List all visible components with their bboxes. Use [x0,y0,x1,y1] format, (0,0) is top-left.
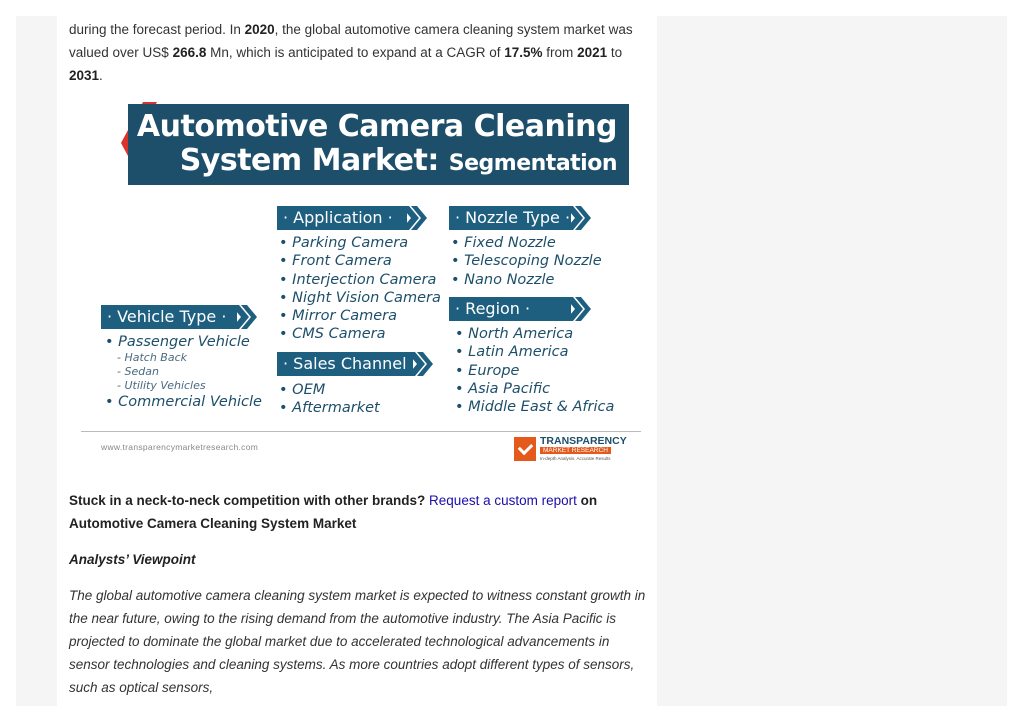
list-item: - Hatch Back [117,351,262,365]
list-item: • Middle East & Africa [455,398,614,416]
vehicle-type-tag: · Vehicle Type · [101,305,237,329]
double-arrow-icon [401,206,429,230]
custom-report-cta: Stuck in a neck-to-neck competition with other brands? Request a custom report on Automotive Camera Cleaning System Market [69,493,598,531]
list-item: • Front Camera [279,252,441,270]
list-item: • Passenger Vehicle - Hatch Back - Sedan - Utility Vehicles [105,333,262,393]
analysts-viewpoint-heading: Analysts’ Viewpoint [69,552,196,567]
nozzle-type-list [451,234,602,289]
logo-check-icon [514,437,536,461]
list-item: • Aftermarket [279,399,380,417]
application-list [279,234,441,344]
double-arrow-icon [407,352,435,376]
list-item: • North America [455,325,614,343]
infographic-divider [81,431,641,432]
list-item: • Interjection Camera [279,271,441,289]
year-start: 2021 [577,45,608,60]
list-item: • Europe [455,362,614,380]
list-item: • CMS Camera [279,325,441,343]
vehicle-type-list [105,333,262,412]
list-item: • Asia Pacific [455,380,614,398]
list-item: • Nano Nozzle [451,271,602,289]
list-item: • OEM [279,381,380,399]
page-margin-left [16,16,57,706]
list-item: • Latin America [455,343,614,361]
list-item: • Telescoping Nozzle [451,252,602,270]
intro-paragraph: during the forecast period. In 2020, the global automotive camera cleaning system market was valued over US$ 266.8 Mn, which is anticipated to expand at a CAGR of 17.5% from 2021 to 2031. [69,22,633,83]
nozzle-type-tag: · Nozzle Type · [449,206,571,230]
infographic-title-line1: Automotive Camera Cleaning [136,109,617,144]
right-sidebar [657,16,1007,706]
request-custom-report-link[interactable]: Request a custom report [429,493,577,508]
region-tag: · Region · [449,297,571,321]
website-url: www.transparencymarketresearch.com [101,442,259,452]
segmentation-infographic [81,96,641,468]
list-item: • Mirror Camera [279,307,441,325]
list-item: - Utility Vehicles [117,379,262,393]
market-value: 266.8 [172,45,207,60]
double-arrow-icon [565,206,593,230]
infographic-title-line2: System Market: Segmentation [179,143,617,178]
region-list [455,325,614,416]
list-item: • Fixed Nozzle [451,234,602,252]
list-item: • Parking Camera [279,234,441,252]
article-body [57,16,655,706]
application-tag: · Application · [277,206,407,230]
analysts-viewpoint-paragraph: The global automotive camera cleaning system market is expected to witness constant growth in the near future, owing to the rising demand from the automotive industry. The Asia Pacific is projected to dominate the global market due to accelerated technological advancements in sensor technologies and cleaning systems. As more countries adopt different types of sensors, such as optical sensors, [69,588,646,695]
year-2020: 2020 [244,22,275,37]
list-item: - Sedan [117,365,262,379]
double-arrow-icon [565,297,593,321]
list-item: • Commercial Vehicle [105,393,262,411]
sales-channel-list [279,381,380,418]
double-arrow-icon [231,305,259,329]
title-banner [128,104,629,185]
sales-channel-tag: · Sales Channel · [277,352,413,376]
vehicle-sub-list [105,351,262,393]
list-item: • Night Vision Camera [279,289,441,307]
tmr-logo: TRANSPARENCY MARKET RESEARCH In-depth Analysis. Accurate Results [514,435,624,463]
year-end: 2031 [69,68,100,83]
cagr-value: 17.5% [504,45,543,60]
